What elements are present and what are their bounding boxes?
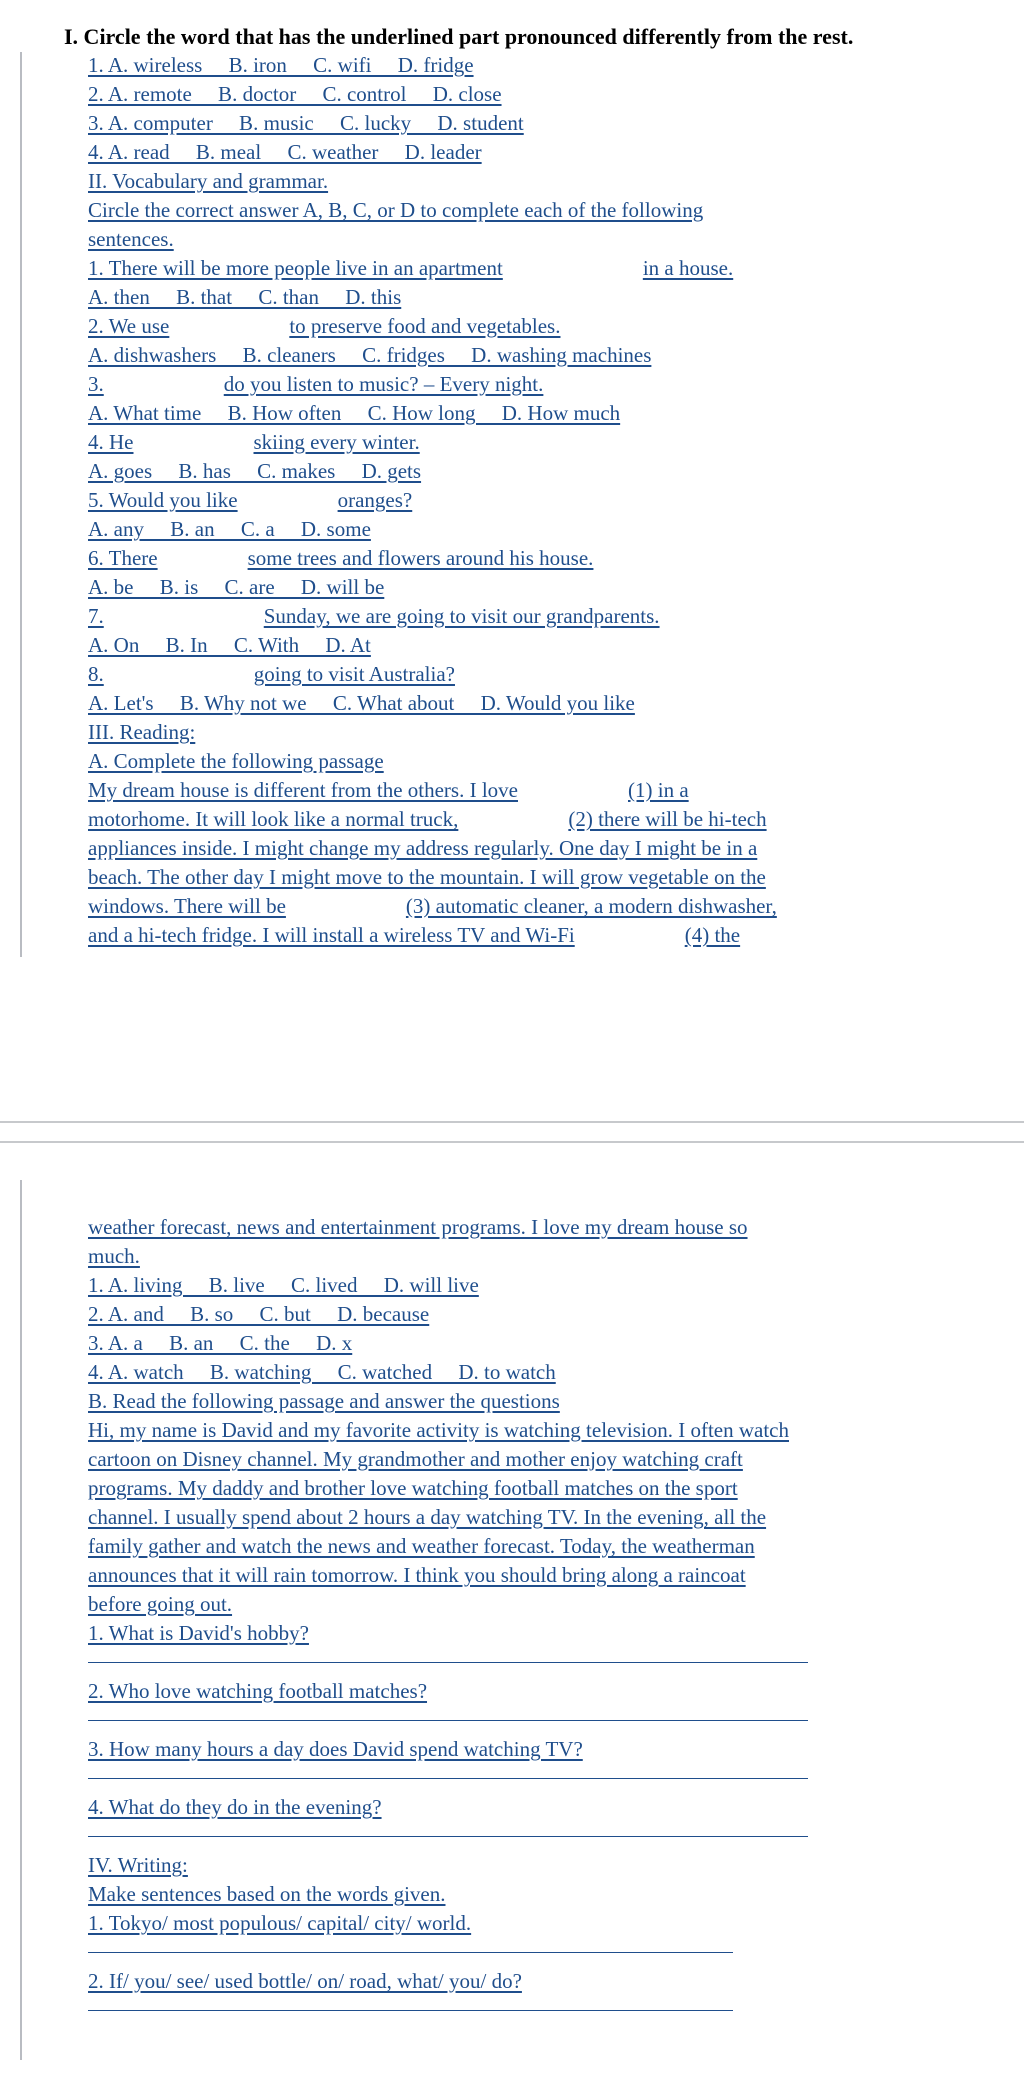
part2-instruction: sentences. [88,227,174,251]
question-stem: 7. [88,604,104,628]
question-3 [88,370,1000,399]
reading-passage-line: Hi, my name is David and my favorite activity is watching television. I often watch [88,1418,789,1442]
passage-line [88,776,1000,805]
question-8 [88,660,1000,689]
passage-line: much. [88,1244,140,1268]
question-stem-end: oranges? [337,488,413,512]
left-margin-line-bottom [20,1180,22,2060]
question-stem: 1. There will be more people live in an apartment [88,256,503,280]
passage-line: weather forecast, news and entertainment programs. I love my dream house so [88,1215,748,1239]
passage-line: appliances inside. I might change my address regularly. One day I might be in a [88,836,758,860]
question-stem-end: going to visit Australia? [253,662,455,686]
answer-line[interactable] [88,1648,1000,1677]
part3-a-title: A. Complete the following passage [88,749,384,773]
reading-passage-line: announces that it will rain tomorrow. I think you should bring along a raincoat [88,1563,746,1587]
part1-item: 3. A. computer B. music C. lucky D. student [88,111,524,135]
reading-passage-line: before going out. [88,1592,233,1616]
question-stem: 2. We use [88,314,170,338]
part4-instruction: Make sentences based on the words given. [88,1882,446,1906]
reading-passage-line: cartoon on Disney channel. My grandmother and mother enjoy watching craft [88,1447,743,1471]
reading-question: 1. What is David's hobby? [88,1621,309,1645]
writing-prompt: 1. Tokyo/ most populous/ capital/ city/ world. [88,1911,472,1935]
passage-text: and a hi-tech fridge. I will install a wireless TV and Wi-Fi [88,923,575,947]
question-stem: 6. There [88,546,158,570]
part2-instruction: Circle the correct answer A, B, C, or D to complete each of the following [88,198,704,222]
question-stem: 4. He [88,430,134,454]
question-options: A. Let's B. Why not we C. What about D. Would you like [88,691,635,715]
answer-line[interactable] [88,1938,1000,1967]
reading-question: 3. How many hours a day does David spend watching TV? [88,1737,583,1761]
reading-question: 4. What do they do in the evening? [88,1795,382,1819]
question-1 [88,254,1000,283]
reading-passage-line: channel. I usually spend about 2 hours a day watching TV. In the evening, all the [88,1505,767,1529]
question-stem: 8. [88,662,104,686]
answer-line[interactable] [88,1996,1000,2025]
question-stem-end: do you listen to music? – Every night. [223,372,544,396]
question-options: A. any B. an C. a D. some [88,517,371,541]
passage-line [88,805,1000,834]
passage-text: windows. There will be [88,894,286,918]
passage-option: 1. A. living B. live C. lived D. will live [88,1273,479,1297]
question-stem: 3. [88,372,104,396]
question-options: A. What time B. How often C. How long D. How much [88,401,621,425]
answer-line[interactable] [88,1822,1000,1851]
passage-option: 4. A. watch B. watching C. watched D. to watch [88,1360,556,1384]
question-stem-end: skiing every winter. [253,430,420,454]
part1-item: 1. A. wireless B. iron C. wifi D. fridge [88,53,474,77]
question-6 [88,544,1000,573]
answer-line[interactable] [88,1706,1000,1735]
question-stem: 5. Would you like [88,488,238,512]
question-stem-end: to preserve food and vegetables. [289,314,561,338]
question-stem-end: in a house. [642,256,734,280]
passage-line: beach. The other day I might move to the mountain. I will grow vegetable on the [88,865,766,889]
passage-text: (2) there will be hi-tech [568,807,767,831]
part4-title: IV. Writing: [88,1853,188,1877]
reading-passage-line: family gather and watch the news and weather forecast. Today, the weatherman [88,1534,755,1558]
worksheet-page-2 [88,1213,1000,2025]
left-margin-line-top [20,52,22,957]
question-options: A. dishwashers B. cleaners C. fridges D. washing machines [88,343,652,367]
part1-item: 2. A. remote B. doctor C. control D. close [88,82,502,106]
question-options: A. On B. In C. With D. At [88,633,371,657]
part2-title: II. Vocabulary and grammar. [88,169,329,193]
question-7 [88,602,1000,631]
part3-b-title: B. Read the following passage and answer the questions [88,1389,560,1413]
reading-passage-line: programs. My daddy and brother love watching football matches on the sport [88,1476,738,1500]
question-options: A. then B. that C. than D. this [88,285,402,309]
question-stem-end: some trees and flowers around his house. [247,546,594,570]
worksheet-page-1 [64,22,1000,950]
question-2 [88,312,1000,341]
passage-text: motorhome. It will look like a normal truck, [88,807,459,831]
question-options: A. goes B. has C. makes D. gets [88,459,422,483]
passage-text: (3) automatic cleaner, a modern dishwasher, [405,894,777,918]
answer-line[interactable] [88,1764,1000,1793]
question-options: A. be B. is C. are D. will be [88,575,385,599]
passage-text: (4) the [684,923,741,947]
passage-option: 3. A. a B. an C. the D. x [88,1331,353,1355]
passage-text: (1) in a [628,778,689,802]
passage-line [88,921,1000,950]
passage-option: 2. A. and B. so C. but D. because [88,1302,430,1326]
writing-prompt: 2. If/ you/ see/ used bottle/ on/ road, what/ you/ do? [88,1969,522,1993]
passage-text: My dream house is different from the others. I love [88,778,518,802]
part1-item: 4. A. read B. meal C. weather D. leader [88,140,482,164]
part1-title: I. Circle the word that has the underlined part pronounced differently from the rest. [64,24,854,49]
reading-question: 2. Who love watching football matches? [88,1679,428,1703]
question-4 [88,428,1000,457]
part3-title: III. Reading: [88,720,196,744]
page-separator-bottom [0,1141,1024,1143]
page-separator-top [0,1121,1024,1123]
question-stem-end: Sunday, we are going to visit our grandparents. [263,604,660,628]
passage-line [88,892,1000,921]
question-5 [88,486,1000,515]
